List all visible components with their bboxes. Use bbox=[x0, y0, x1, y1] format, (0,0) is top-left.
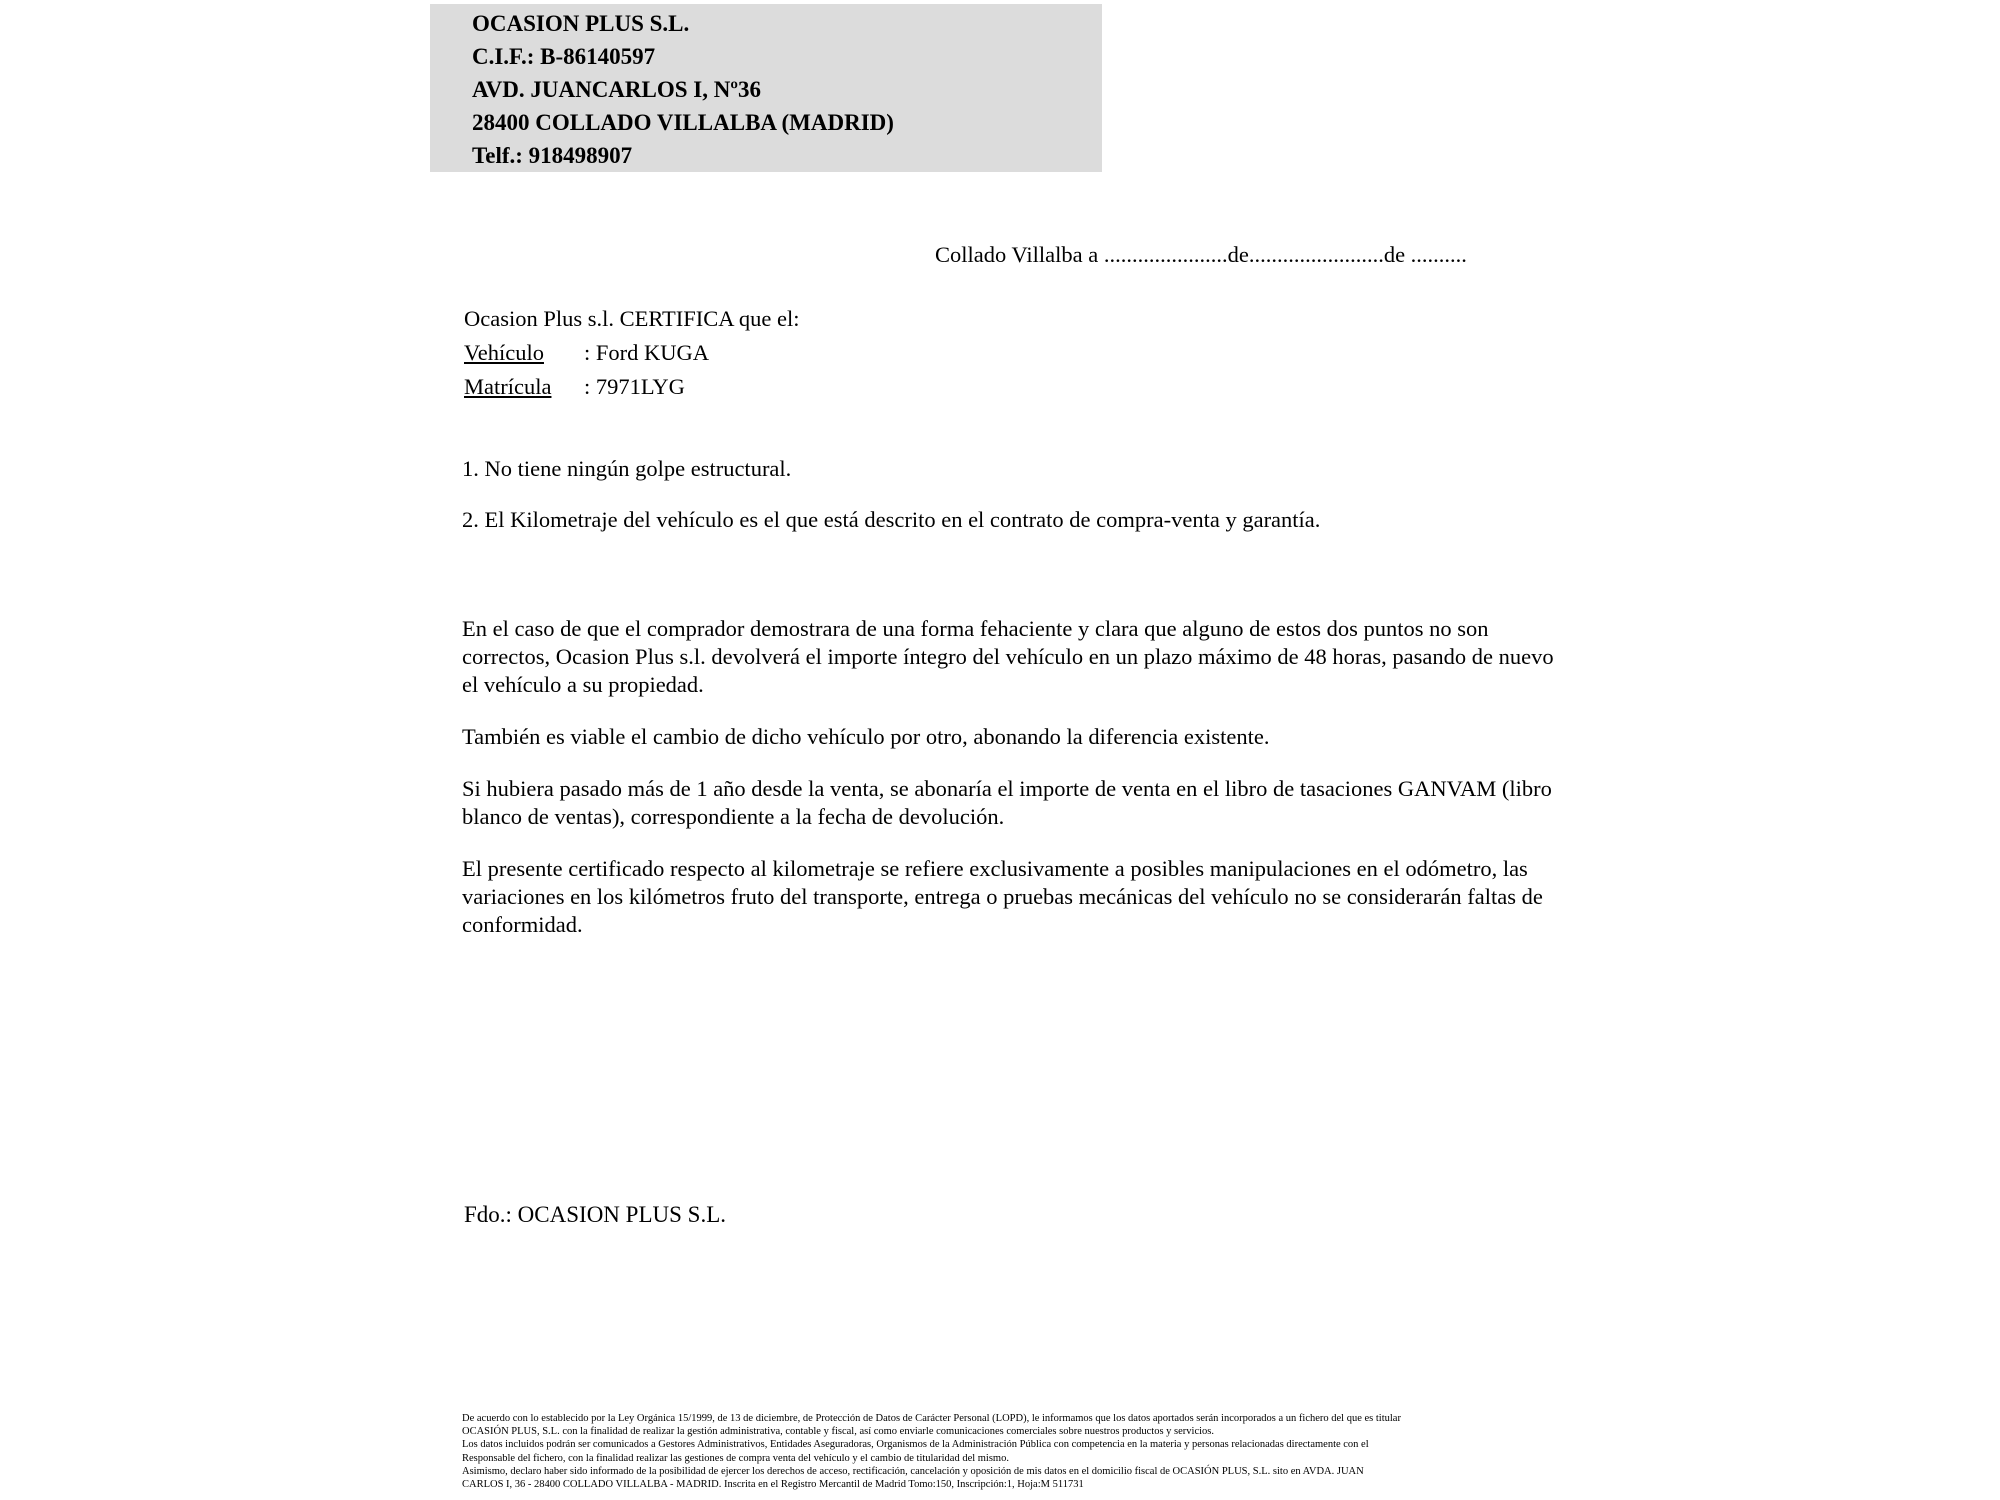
vehicle-label: Vehículo bbox=[464, 340, 544, 365]
legal-footer-line: OCASIÓN PLUS, S.L. con la finalidad de realizar la gestión administrativa, contable y fiscal, así como enviarle comunicaciones comerciales sobre nuestros productos y servicios. bbox=[462, 1426, 1214, 1438]
company-name: OCASION PLUS S.L. bbox=[472, 11, 690, 36]
plate-field bbox=[464, 370, 800, 404]
legal-footer-line: De acuerdo con lo establecido por la Ley Orgánica 15/1999, de 13 de diciembre, de Protección de Datos de Carácter Personal (LOPD), le informamos que los datos aportados serán incorporados a un fichero del que es titular bbox=[462, 1413, 1401, 1424]
legal-footer-line: CARLOS I, 36 - 28400 COLLADO VILLALBA - MADRID. Inscrita en el Registro Mercantil de Madrid Tomo:150, Inscripción:1, Hoja:M 511731 bbox=[462, 1479, 1084, 1491]
legal-footer-line: Asimismo, declaro haber sido informado de la posibilidad de ejercer los derechos de acceso, rectificación, cancelación y oposición de mis datos en el domicilio fiscal de OCASIÓN PLUS, S.L. sito en AVDA. JUAN bbox=[462, 1465, 1364, 1477]
legal-footer-line: Los datos incluidos podrán ser comunicados a Gestores Administrativos, Entidades Aseguradoras, Organismos de la Administración Pública con competencia en la materia y personas relacionadas directamente con el bbox=[462, 1439, 1369, 1451]
legal-footer-line: Responsable del fichero, con la finalidad realizar las gestiones de compra venta del vehículo y el cambio de titularidad del mismo. bbox=[462, 1452, 1009, 1464]
company-city: 28400 COLLADO VILLALBA (MADRID) bbox=[472, 110, 894, 135]
body-paragraph-refund: En el caso de que el comprador demostrara de una forma fehaciente y clara que alguno de estos dos puntos no son correctos, Ocasion Plus s.l. devolverá el importe íntegro del vehículo en un plazo máximo de 48 horas, pasando de nuevo el vehículo a su propiedad. bbox=[462, 616, 1554, 697]
company-phone: Telf.: 918498907 bbox=[472, 143, 633, 168]
vehicle-field bbox=[464, 336, 800, 370]
plate-label: Matrícula bbox=[464, 374, 552, 399]
certified-point-1: 1. No tiene ningún golpe estructural. bbox=[462, 456, 792, 481]
company-header-box bbox=[430, 4, 1102, 172]
vehicle-value: : Ford KUGA bbox=[584, 340, 710, 365]
certificate-intro: Ocasion Plus s.l. CERTIFICA que el: bbox=[464, 306, 800, 331]
certified-point-2: 2. El Kilometraje del vehículo es el que está descrito en el contrato de compra-venta y garantía. bbox=[462, 507, 1321, 532]
plate-value: : 7971LYG bbox=[584, 374, 685, 399]
certificate-header bbox=[464, 302, 800, 404]
date-fill-in-line: Collado Villalba a ......................de........................de .......... bbox=[935, 242, 1467, 267]
company-address: AVD. JUANCARLOS I, Nº36 bbox=[472, 77, 761, 102]
body-paragraph-odometer: El presente certificado respecto al kilometraje se refiere exclusivamente a posibles manipulaciones en el odómetro, las variaciones en los kilómetros fruto del transporte, entrega o pruebas mecánicas del vehículo no se considerarán faltas de conformidad. bbox=[462, 856, 1543, 937]
signature-line: Fdo.: OCASION PLUS S.L. bbox=[464, 1202, 726, 1227]
legal-footer bbox=[462, 1412, 1401, 1491]
body-paragraph-ganvam: Si hubiera pasado más de 1 año desde la venta, se abonaría el importe de venta en el libro de tasaciones GANVAM (libro blanco de ventas), correspondiente a la fecha de devolución. bbox=[462, 776, 1552, 829]
company-cif: C.I.F.: B-86140597 bbox=[472, 44, 656, 69]
body-paragraph-exchange: También es viable el cambio de dicho vehículo por otro, abonando la diferencia existente. bbox=[462, 724, 1270, 749]
